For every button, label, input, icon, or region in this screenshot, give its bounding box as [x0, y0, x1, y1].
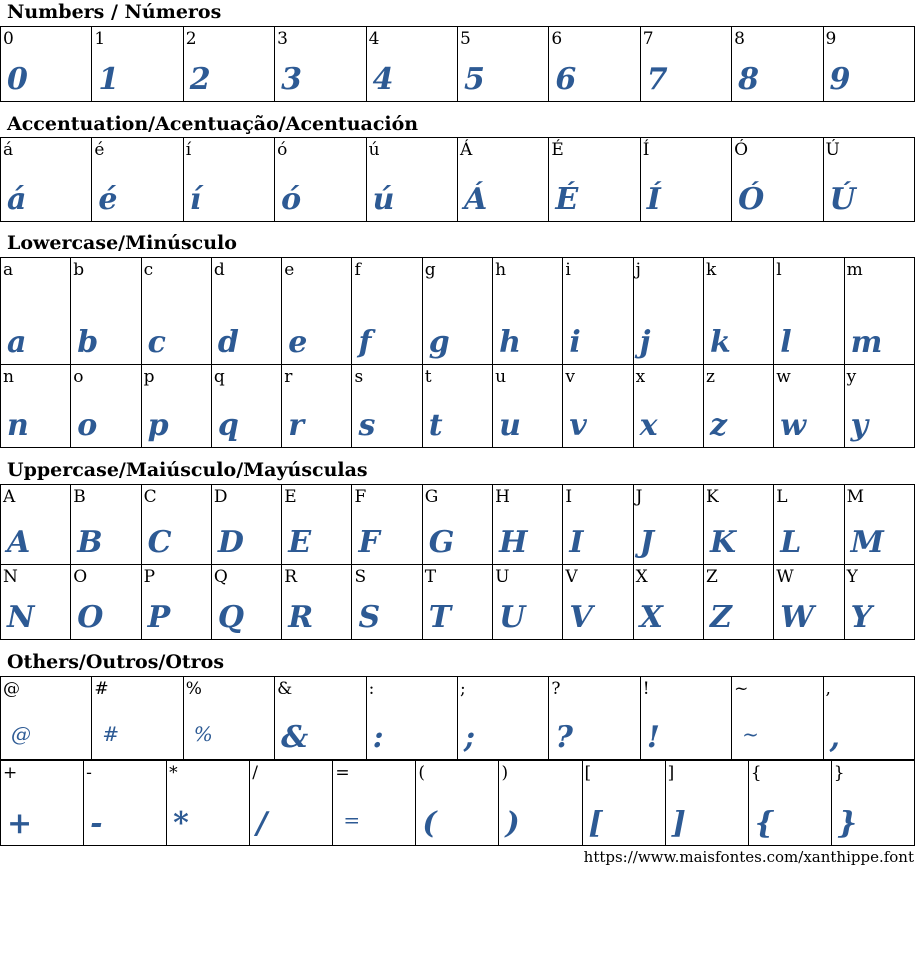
glyph-cell — [141, 565, 211, 640]
footer-url[interactable]: https://www.maisfontes.com/xanthippe.font — [583, 848, 914, 866]
glyph-cell — [563, 365, 633, 448]
glyph-sample: k — [709, 325, 731, 360]
glyph-cell — [499, 761, 582, 846]
glyph-sample: V — [569, 600, 593, 635]
glyph-cell — [422, 565, 492, 640]
glyph-sample: 1 — [98, 62, 120, 97]
glyph-cell-label: ! — [642, 679, 650, 699]
glyph-cell-label: v — [565, 367, 575, 387]
glyph-cell-label: K — [705, 487, 719, 507]
glyph-sample: 5 — [463, 62, 485, 97]
glyph-cell — [774, 485, 844, 565]
glyph-sample: l — [780, 325, 792, 360]
glyph-sample: % — [193, 722, 213, 746]
glyph-sample: é — [98, 182, 118, 217]
glyph-cell — [1, 258, 71, 365]
glyph-cell — [141, 485, 211, 565]
glyph-cell-label: t — [424, 367, 432, 387]
glyph-sample: J — [639, 525, 654, 560]
glyph-sample: ~ — [742, 722, 759, 746]
glyph-cell — [211, 485, 281, 565]
section-title-others: Others/Outros/Otros — [7, 651, 225, 673]
glyph-cell — [71, 365, 141, 448]
glyph-cell-label: ú — [368, 140, 380, 160]
glyph-sample: v — [569, 408, 587, 443]
glyph-cell — [457, 138, 548, 222]
glyph-sample: 2 — [189, 62, 211, 97]
glyph-cell — [844, 565, 914, 640]
glyph-cell — [167, 761, 250, 846]
glyph-cell — [493, 565, 563, 640]
glyph-sample: H — [499, 525, 528, 560]
glyph-cell — [844, 485, 914, 565]
glyph-sample: - — [90, 806, 103, 841]
glyph-cell — [493, 365, 563, 448]
glyph-cell — [71, 485, 141, 565]
glyph-cell-label: 8 — [734, 29, 745, 49]
glyph-cell-label: ~ — [734, 679, 749, 699]
glyph-sample: y — [850, 408, 868, 443]
glyph-cell — [211, 565, 281, 640]
glyph-cell-label: Q — [213, 567, 228, 587]
glyph-cell — [422, 258, 492, 365]
glyph-sample: ) — [505, 806, 520, 841]
glyph-cell — [563, 258, 633, 365]
glyph-cell — [633, 485, 703, 565]
glyph-sample: Ú — [829, 182, 856, 217]
glyph-cell — [1, 485, 71, 565]
glyph-cell — [275, 27, 366, 102]
lowercase-grid-row-2 — [0, 364, 915, 448]
glyph-cell — [71, 258, 141, 365]
glyph-sample: U — [499, 600, 526, 635]
glyph-sample: f — [358, 325, 372, 360]
glyph-sample: ] — [671, 806, 686, 841]
glyph-cell-label: @ — [3, 679, 20, 699]
glyph-cell-label: B — [73, 487, 86, 507]
glyph-sample: d — [217, 325, 239, 360]
glyph-cell — [582, 761, 665, 846]
glyph-cell — [71, 565, 141, 640]
glyph-sample: n — [7, 408, 29, 443]
glyph-cell-label: 1 — [94, 29, 106, 49]
glyph-sample: s — [358, 408, 376, 443]
glyph-cell-label: d — [213, 260, 225, 280]
glyph-cell — [352, 485, 422, 565]
glyph-cell-label: é — [94, 140, 105, 160]
glyph-cell — [92, 677, 183, 760]
glyph-sample: m — [850, 325, 883, 360]
glyph-cell-label: á — [3, 140, 14, 160]
glyph-sample: a — [7, 325, 27, 360]
glyph-cell-label: k — [705, 260, 717, 280]
glyph-cell-label: g — [424, 260, 436, 280]
glyph-cell — [1, 761, 84, 846]
glyph-cell — [457, 27, 548, 102]
glyph-sample: ó — [281, 182, 302, 217]
glyph-cell — [141, 258, 211, 365]
glyph-cell-label: y — [846, 367, 857, 387]
accentuation-grid — [0, 137, 915, 222]
glyph-sample: í — [189, 182, 202, 217]
glyph-cell — [211, 365, 281, 448]
glyph-sample: K — [709, 525, 737, 560]
section-title-uppercase: Uppercase/Maiúsculo/Mayúsculas — [7, 459, 368, 481]
glyph-cell-label: O — [73, 567, 88, 587]
glyph-cell-label: Á — [459, 140, 473, 160]
uppercase-grid-row-2 — [0, 564, 915, 640]
glyph-cell — [703, 365, 773, 448]
glyph-cell — [275, 138, 366, 222]
glyph-sample: Á — [463, 182, 488, 217]
glyph-cell — [563, 565, 633, 640]
glyph-cell — [183, 27, 274, 102]
glyph-cell-label: 2 — [185, 29, 197, 49]
glyph-cell — [352, 565, 422, 640]
glyph-cell-label: Y — [846, 567, 858, 587]
glyph-sample: w — [780, 408, 807, 443]
glyph-cell-label: W — [776, 567, 794, 587]
glyph-sample: & — [281, 720, 309, 755]
glyph-sample: p — [147, 408, 169, 443]
glyph-cell — [844, 258, 914, 365]
glyph-cell-label: S — [354, 567, 367, 587]
glyph-sample: } — [837, 806, 858, 841]
glyph-cell — [774, 565, 844, 640]
glyph-cell — [633, 565, 703, 640]
glyph-cell-label: m — [846, 260, 863, 280]
glyph-sample: = — [343, 808, 361, 832]
glyph-cell-label: U — [495, 567, 510, 587]
glyph-sample: Z — [709, 600, 732, 635]
glyph-sample: X — [639, 600, 663, 635]
glyph-cell-label: P — [143, 567, 156, 587]
glyph-cell — [282, 365, 352, 448]
glyph-sample: Y — [850, 600, 872, 635]
glyph-cell-label: M — [846, 487, 864, 507]
glyph-sample: Í — [646, 182, 661, 217]
glyph-cell — [640, 27, 731, 102]
glyph-cell-label: l — [776, 260, 782, 280]
glyph-cell — [640, 138, 731, 222]
others-grid-row-2 — [0, 760, 915, 846]
section-title-numbers: Numbers / Números — [7, 1, 222, 23]
glyph-cell-label: % — [185, 679, 202, 699]
glyph-sample: 3 — [281, 62, 303, 97]
glyph-cell — [92, 138, 183, 222]
glyph-sample: u — [499, 408, 521, 443]
glyph-sample: # — [102, 722, 120, 746]
glyph-sample: Ó — [738, 182, 765, 217]
glyph-cell-label: c — [143, 260, 154, 280]
glyph-cell — [366, 27, 457, 102]
glyph-cell — [422, 365, 492, 448]
glyph-cell — [563, 485, 633, 565]
glyph-cell — [633, 365, 703, 448]
glyph-cell-label: C — [143, 487, 157, 507]
glyph-cell-label: - — [86, 763, 92, 783]
glyph-cell-label: L — [776, 487, 788, 507]
glyph-cell-label: & — [277, 679, 293, 699]
glyph-cell — [732, 27, 823, 102]
glyph-sample: g — [428, 325, 450, 360]
glyph-cell — [774, 365, 844, 448]
glyph-cell-label: 4 — [368, 29, 380, 49]
glyph-sample: E — [288, 525, 312, 560]
glyph-cell-label: N — [3, 567, 18, 587]
glyph-cell — [703, 485, 773, 565]
glyph-sample: h — [499, 325, 521, 360]
glyph-sample: ú — [372, 182, 395, 217]
glyph-sample: 4 — [372, 62, 394, 97]
glyph-cell — [703, 258, 773, 365]
glyph-sample: o — [77, 408, 98, 443]
glyph-sample: ! — [646, 720, 660, 755]
glyph-sample: ; — [463, 720, 476, 755]
glyph-sample: É — [555, 182, 579, 217]
glyph-sample: T — [428, 600, 452, 635]
glyph-cell — [549, 138, 640, 222]
glyph-sample: D — [217, 525, 244, 560]
glyph-cell — [282, 485, 352, 565]
glyph-cell-label: H — [495, 487, 510, 507]
glyph-cell — [1, 365, 71, 448]
glyph-sample: 0 — [7, 62, 28, 97]
glyph-sample: L — [780, 525, 802, 560]
glyph-cell — [549, 27, 640, 102]
glyph-sample: * — [173, 806, 189, 841]
glyph-cell-label: E — [284, 487, 297, 507]
glyph-sample: c — [147, 325, 166, 360]
glyph-cell — [732, 677, 823, 760]
section-title-accentuation: Accentuation/Acentuação/Acentuación — [7, 113, 419, 135]
glyph-sample: , — [829, 720, 840, 755]
glyph-sample: / — [256, 806, 268, 841]
glyph-cell — [92, 27, 183, 102]
glyph-cell-label: 5 — [459, 29, 471, 49]
glyph-cell — [211, 258, 281, 365]
glyph-cell-label: u — [495, 367, 507, 387]
glyph-cell-label: p — [143, 367, 155, 387]
glyph-cell — [1, 677, 92, 760]
glyph-cell-label: É — [551, 140, 564, 160]
glyph-cell — [282, 565, 352, 640]
glyph-sample: + — [7, 806, 33, 841]
glyph-cell — [141, 365, 211, 448]
glyph-sample: I — [569, 525, 584, 560]
glyph-sample: { — [754, 806, 774, 841]
glyph-cell — [748, 761, 831, 846]
section-title-lowercase: Lowercase/Minúsculo — [7, 232, 237, 254]
glyph-cell-label: e — [284, 260, 295, 280]
glyph-cell — [250, 761, 333, 846]
glyph-cell-label: ? — [551, 679, 561, 699]
glyph-cell-label: í — [185, 140, 192, 160]
glyph-cell-label: F — [354, 487, 367, 507]
glyph-cell — [549, 677, 640, 760]
glyph-sample: 8 — [738, 62, 759, 97]
glyph-cell-label: I — [565, 487, 573, 507]
glyph-sample: O — [77, 600, 104, 635]
glyph-cell — [703, 565, 773, 640]
glyph-cell-label: [ — [584, 763, 592, 783]
glyph-cell-label: ) — [501, 763, 509, 783]
glyph-cell-label: T — [424, 567, 437, 587]
glyph-cell — [352, 258, 422, 365]
glyph-cell — [493, 485, 563, 565]
glyph-cell-label: A — [3, 487, 16, 507]
glyph-cell-label: * — [169, 763, 178, 783]
glyph-cell-label: = — [335, 763, 350, 783]
glyph-cell — [366, 677, 457, 760]
glyph-cell — [493, 258, 563, 365]
uppercase-grid-row-1 — [0, 484, 915, 565]
glyph-cell-label: G — [424, 487, 439, 507]
glyph-cell-label: X — [635, 567, 648, 587]
glyph-sample: P — [147, 600, 171, 635]
glyph-cell — [84, 761, 167, 846]
glyph-sample: t — [428, 408, 443, 443]
glyph-cell-label: h — [495, 260, 507, 280]
glyph-cell-label: } — [833, 763, 845, 783]
glyph-cell-label: j — [635, 260, 641, 280]
glyph-sample: q — [217, 408, 239, 443]
glyph-sample: e — [288, 325, 308, 360]
glyph-cell-label: D — [213, 487, 228, 507]
numbers-grid — [0, 26, 915, 102]
glyph-cell — [633, 258, 703, 365]
glyph-cell — [183, 677, 274, 760]
glyph-sample: @ — [11, 722, 31, 746]
glyph-sample: b — [77, 325, 99, 360]
glyph-sample: j — [639, 325, 651, 360]
glyph-cell-label: w — [776, 367, 791, 387]
glyph-sample: Q — [217, 600, 245, 635]
glyph-cell — [366, 138, 457, 222]
glyph-cell-label: ; — [459, 679, 466, 699]
glyph-cell-label: ó — [277, 140, 288, 160]
glyph-sample: ? — [555, 720, 573, 755]
glyph-cell — [457, 677, 548, 760]
glyph-cell-label: V — [565, 567, 578, 587]
glyph-cell — [422, 485, 492, 565]
glyph-sample: : — [372, 720, 384, 755]
glyph-cell — [333, 761, 416, 846]
glyph-cell-label: q — [213, 367, 225, 387]
glyph-cell-label: 9 — [825, 29, 837, 49]
glyph-cell-label: ] — [667, 763, 675, 783]
glyph-cell — [1, 27, 92, 102]
glyph-cell-label: 6 — [551, 29, 563, 49]
glyph-sample: N — [7, 600, 35, 635]
glyph-cell — [823, 677, 914, 760]
glyph-sample: R — [288, 600, 314, 635]
glyph-cell-label: ( — [418, 763, 426, 783]
glyph-sample: B — [77, 525, 103, 560]
glyph-cell-label: a — [3, 260, 14, 280]
glyph-cell-label: R — [284, 567, 297, 587]
glyph-cell-label: r — [284, 367, 293, 387]
glyph-cell — [282, 258, 352, 365]
glyph-cell — [275, 677, 366, 760]
glyph-sample: i — [569, 325, 581, 360]
glyph-cell-label: { — [750, 763, 762, 783]
glyph-sample: W — [780, 600, 814, 635]
glyph-cell — [831, 761, 914, 846]
glyph-cell — [774, 258, 844, 365]
glyph-cell-label: , — [825, 679, 831, 699]
glyph-cell — [183, 138, 274, 222]
glyph-cell — [823, 138, 914, 222]
glyph-cell — [844, 365, 914, 448]
lowercase-grid-row-1 — [0, 257, 915, 365]
glyph-cell-label: : — [368, 679, 375, 699]
glyph-cell-label: Ú — [825, 140, 840, 160]
glyph-cell-label: # — [94, 679, 109, 699]
glyph-cell — [640, 677, 731, 760]
glyph-sample: x — [639, 408, 658, 443]
glyph-sample: z — [709, 408, 728, 443]
glyph-sample: A — [7, 525, 31, 560]
glyph-cell — [1, 138, 92, 222]
glyph-sample: 9 — [829, 62, 851, 97]
glyph-cell — [732, 138, 823, 222]
glyph-cell-label: f — [354, 260, 361, 280]
glyph-cell-label: b — [73, 260, 85, 280]
glyph-cell — [823, 27, 914, 102]
glyph-sample: F — [358, 525, 380, 560]
glyph-cell-label: o — [73, 367, 84, 387]
glyph-sample: 6 — [555, 62, 577, 97]
glyph-sample: M — [850, 525, 884, 560]
glyph-sample: G — [428, 525, 455, 560]
glyph-cell — [416, 761, 499, 846]
glyph-cell-label: n — [3, 367, 14, 387]
glyph-cell-label: 7 — [642, 29, 654, 49]
glyph-cell-label: / — [252, 763, 258, 783]
glyph-cell-label: i — [565, 260, 571, 280]
glyph-cell-label: 3 — [277, 29, 288, 49]
glyph-cell-label: x — [635, 367, 646, 387]
glyph-sample: C — [147, 525, 172, 560]
glyph-sample: S — [358, 600, 381, 635]
glyph-cell-label: J — [635, 487, 643, 507]
glyph-sample: r — [288, 408, 304, 443]
glyph-sample: 7 — [646, 62, 668, 97]
glyph-cell-label: Ó — [734, 140, 749, 160]
glyph-sample: á — [7, 182, 27, 217]
glyph-cell — [665, 761, 748, 846]
glyph-cell-label: Z — [705, 567, 718, 587]
glyph-cell — [1, 565, 71, 640]
glyph-cell-label: s — [354, 367, 364, 387]
glyph-cell-label: 0 — [3, 29, 14, 49]
glyph-cell — [352, 365, 422, 448]
glyph-sample: ( — [422, 806, 437, 841]
glyph-cell-label: + — [3, 763, 18, 783]
others-grid-row-1 — [0, 676, 915, 760]
glyph-cell-label: Í — [642, 140, 650, 160]
glyph-sample: [ — [588, 806, 603, 841]
glyph-cell-label: z — [705, 367, 715, 387]
